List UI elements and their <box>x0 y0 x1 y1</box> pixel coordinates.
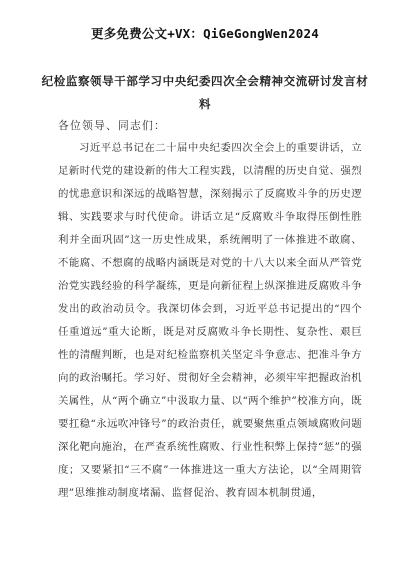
body-paragraph: 习近平总书记在二十届中央纪委四次全会上的重要讲话，立足新时代党的建设新的伟大工程实践，以清醒的历史自觉、强烈的忧患意识和深远的战略智慧，深刻揭示了反腐败斗争的历史逻辑、实践要求与时代使命。讲话立足“反腐败斗争取得压倒性胜利并全面巩固”这一历史性成果，系统阐明了一体推进不敢腐、不能腐、不想腐的战略内涵既是对党的十八大以来全面从严管党治党实践经验的科学凝练，更是向新征程上纵深推进反腐败斗争发出的政治动员令。我深切体会到，习近平总书记提出的“四个任重道远”重大论断，既是对反腐败斗争长期性、复杂性、艰巨性的清醒判断，也是对纪检监察机关坚定斗争意志、把准斗争方向的政治嘱托。学习好、贯彻好全会精神，必须牢牢把握政治机关属性，从“两个确立”中汲取力量、以“两个维护”校准方向，既要扛稳“永远吹冲锋号”的政治责任，就要聚焦重点领域腐败问题深化靶向施治，在严查系统性腐败、行业性积弊上保持“惩”的强度；又要紧扣“三不腐”一体推进这一重大方法论，以“全周期管理”思维推动制度堵漏、监督促治、教育固本机制贯通， <box>58 142 362 499</box>
watermark-header: 更多免费公文+VX：QiGeGongWen2024 <box>91 26 319 41</box>
greeting: 各位领导、同志们： <box>58 119 166 132</box>
document-title: 纪检监察领导干部学习中央纪委四次全会精神交流研讨发言材料 <box>41 74 369 111</box>
